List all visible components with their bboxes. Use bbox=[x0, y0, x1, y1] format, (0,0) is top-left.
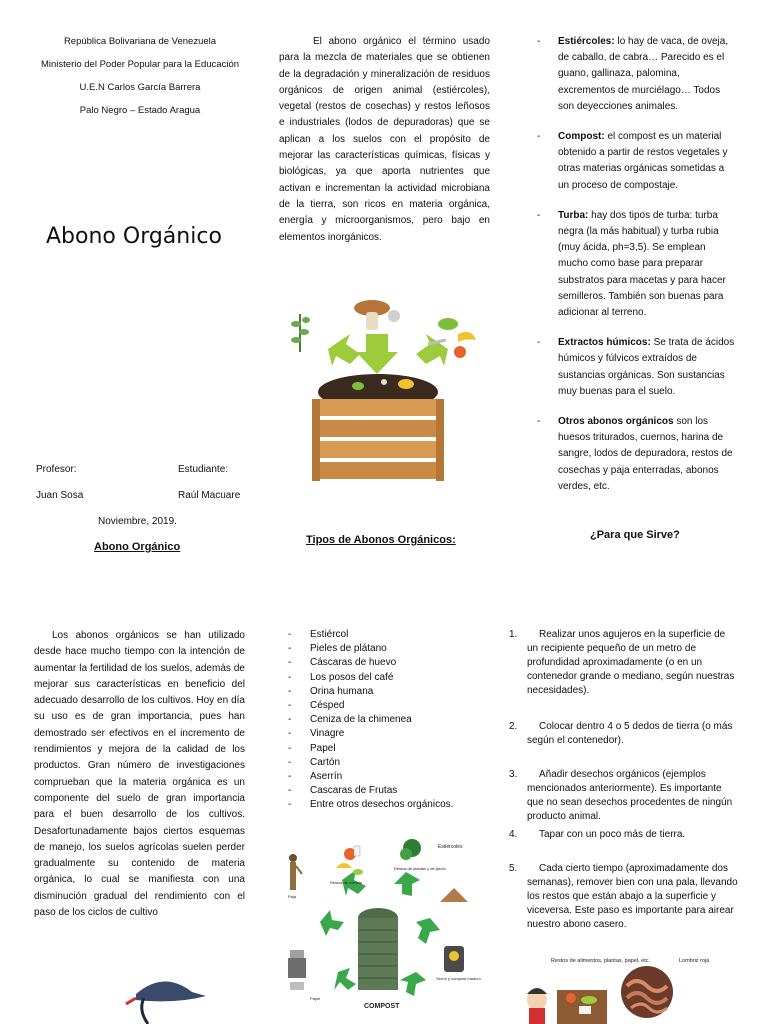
lombriz-roja-label: Lombriz roja bbox=[679, 958, 710, 964]
arrow-left-icon bbox=[328, 334, 360, 366]
header-line-3: U.E.N Carlos García Barrera bbox=[79, 82, 201, 93]
list-item: - Papel bbox=[288, 742, 336, 754]
estudiante-name: Raúl Macuare bbox=[178, 490, 241, 501]
step-item: 2. Colocar dentro 4 o 5 dedos de tierra (o más según el contenedor). bbox=[509, 721, 733, 746]
list-item: - Orina humana bbox=[288, 685, 374, 697]
type-item: - Compost: el compost es un material obtenido a partir de restos vegetales y otras materias orgánicas sometidas a un proceso de compostaje. bbox=[537, 131, 728, 191]
type-term: Otros abonos orgánicos bbox=[558, 416, 674, 428]
list-item: - Cascaras de Frutas bbox=[288, 785, 398, 797]
list-item: - Vinagre bbox=[288, 728, 345, 740]
list-item: - Cartón bbox=[288, 756, 341, 768]
serrin-label: Serrín y compost maduro bbox=[436, 976, 481, 981]
paja-label: Paja bbox=[288, 894, 297, 899]
type-term: Compost: bbox=[558, 131, 605, 143]
step-item: 5. Cada cierto tiempo (aproximadamente dos semanas), remover bien con una pala, llevando los restos que están abajo a la superficie y viceversa. Este paso es importante para airear nuestro abono casero. bbox=[509, 863, 738, 930]
list-item: - Ceniza de la chimenea bbox=[288, 714, 412, 726]
list-item: - Los posos del café bbox=[288, 671, 394, 683]
plant-scrap-icon bbox=[291, 314, 310, 352]
list-item: - Aserrín bbox=[288, 771, 343, 783]
papel-label: Papel bbox=[310, 996, 321, 1001]
cover-title: Abono Orgánico bbox=[46, 224, 222, 249]
food-scrap-icon bbox=[354, 300, 400, 330]
type-desc: Se trata de ácidos húmicos y fúlvicos extraídos de sustancias orgánicas. Son sustancias muy buenas para el suelo. bbox=[558, 337, 735, 397]
type-item: - Estiércoles: lo hay de vaca, de oveja, de caballo, de cabra… Parecido es el guano, gallinaza, palomina, excrementos de murciélago… Todos son deyecciones animales. bbox=[537, 36, 729, 112]
restos-alimentos-label: Restos de alimentos, plantas, papel, etc. bbox=[551, 958, 651, 964]
list-item: - Estiércol bbox=[288, 629, 349, 640]
compost-label: COMPOST bbox=[364, 1003, 400, 1010]
type-term: Estiércoles: bbox=[558, 36, 615, 47]
list-item: - Entre otros desechos orgánicos. bbox=[288, 799, 454, 811]
manure-pile-icon bbox=[440, 888, 468, 902]
step-item: 1. Realizar unos agujeros en la superficie de un recipiente pequeño de un metro de profundidad aproximadamente (o en un contenedor grande o mediano, según nuestras necesidades). bbox=[509, 629, 735, 696]
wooden-box bbox=[312, 399, 444, 481]
types-heading: Tipos de Abonos Orgánicos: bbox=[306, 534, 456, 546]
type-item: - Turba: hay dos tipos de turba: turba negra (la más habitual) y turba rubia (muy ácida, ph=3,5). Se emplean mucho como base para preparar substratos para macetas y para hacer semilleros. También son buenas para adicionar al terreno. bbox=[537, 209, 726, 319]
list-item: - Cáscaras de huevo bbox=[288, 657, 397, 669]
type-item: - Extractos húmicos: Se trata de ácidos húmicos y fúlvicos extraídos de sustancias orgánicas. Son sustancias muy buenas para el suelo. bbox=[537, 337, 735, 397]
type-term: Extractos húmicos: bbox=[558, 337, 651, 349]
straw-icon bbox=[289, 854, 302, 890]
definition-paragraph: El abono orgánico el término usado para la mezcla de materiales que se obtienen de la degradación y mineralización de residuos orgánicos de origen animal (estiércoles), vegetal (restos de cosechas) y restos leñosos e industriales (lodos de depuradoras) que se aplican a los suelos con el propósito de mejorar las características químicas, físicas y biológicas, ya que aporta nutrientes que activan e incrementan la actividad microbiana de la tierra, son ricos en materia orgánica, energía y microorganismos, pero bajo en elementos inorgánicos. bbox=[279, 36, 490, 243]
header-line-1: República Bolivariana de Venezuela bbox=[63, 36, 217, 47]
food-waste-icon bbox=[557, 990, 607, 1024]
profesor-name: Juan Sosa bbox=[36, 490, 84, 501]
date: Noviembre, 2019. bbox=[98, 516, 177, 527]
type-desc: son los huesos triturados, cuernos, harina de sangre, lodos de depuradora, restos de cosechas y paja enterradas, abonos verdes, etc. bbox=[558, 416, 733, 492]
compost-bin-icon bbox=[358, 908, 398, 990]
food-scraps-icon bbox=[336, 846, 363, 875]
list-item: - Césped bbox=[288, 700, 345, 712]
farmer-illustration bbox=[32, 968, 252, 1024]
type-item: - Otros abonos orgánicos son los huesos triturados, cuernos, harina de sangre, lodos de depuradora, restos de cosechas y paja enterradas, abonos verdes, etc. bbox=[537, 416, 733, 492]
cover-subtitle: Abono Orgánico bbox=[94, 541, 181, 553]
profesor-label: Profesor: bbox=[36, 464, 77, 475]
school-header bbox=[20, 36, 260, 117]
worm-illustration bbox=[523, 950, 743, 1024]
type-desc: el compost es un material obtenido a partir de restos vegetales y otras materias orgánicas sometidas a un proceso de compostaje. bbox=[558, 131, 728, 191]
para-que-heading: ¿Para que Sirve? bbox=[590, 529, 680, 541]
step-item: 3. Añadir desechos orgánicos (ejemplos mencionados anteriormente). Es importante que no sean desechos procedentes de ningún producto animal. bbox=[509, 769, 733, 822]
header-line-4: Palo Negro – Estado Aragua bbox=[79, 105, 201, 116]
restos-comida-label: Restos de comida bbox=[330, 880, 363, 885]
type-term: Turba: bbox=[558, 209, 589, 221]
list-item: - Pieles de plátano bbox=[288, 643, 387, 655]
compost-box-illustration bbox=[288, 294, 488, 490]
header-line-2: Ministerio del Poder Popular para la Educación bbox=[40, 59, 240, 70]
paper-bin-icon bbox=[288, 950, 306, 990]
estiercoles-label: Estiércoles bbox=[438, 844, 463, 850]
sawdust-bag-icon bbox=[444, 946, 464, 972]
worm-icon bbox=[621, 966, 673, 1018]
types-list bbox=[537, 34, 737, 495]
steps-list bbox=[509, 628, 739, 948]
farmer-hat-icon bbox=[126, 981, 206, 1024]
restos-jardin-label: Restos de plantas y de jardín bbox=[394, 866, 446, 871]
estudiante-label: Estudiante: bbox=[178, 464, 229, 475]
compost-diagram bbox=[280, 822, 481, 1022]
step-item: 4. Tapar con un poco más de tierra. bbox=[509, 829, 686, 840]
materials-list bbox=[288, 628, 488, 813]
arrow-right-icon bbox=[416, 334, 448, 366]
arrow-down-icon bbox=[356, 334, 398, 374]
intro-paragraph: Los abonos orgánicos se han utilizado desde hace mucho tiempo con la intención de aumentar la fertilidad de los suelos, además de mejorar sus características en beneficio del adecuado desarrollo de los cultivos. Hoy en día su uso es de gran importancia, pues han demostrado ser efectivos en el incremento de rendimientos y mejora de la calidad de los productos. Gran número de investigaciones comprueban que la materia orgánica es un componente del suelo de gran importancia para el buen desarrollo de los cultivos. Desafortunadamente bajos ciertos esquemas de manejo, los suelos agrícolas suelen perder gradualmente su contenido de materia orgánica, lo cual se manifiesta con una disminución gradual del rendimiento con el paso de los ciclos de cultivo bbox=[34, 630, 245, 919]
type-desc: lo hay de vaca, de oveja, de caballo, de cabra… Parecido es el guano, gallinaza, palomina, excrementos de murciélago… Todos son deyecciones animales. bbox=[558, 36, 729, 112]
type-desc: hay dos tipos de turba: turba negra (la más habitual) y turba rubia (muy ácida, ph=3,5). Se emplean mucho como base para preparar substratos para macetas y para hacer semilleros. También son buenas para adicionar al terreno. bbox=[558, 209, 726, 319]
person-icon bbox=[527, 988, 547, 1024]
plant-scraps-icon bbox=[400, 839, 421, 860]
